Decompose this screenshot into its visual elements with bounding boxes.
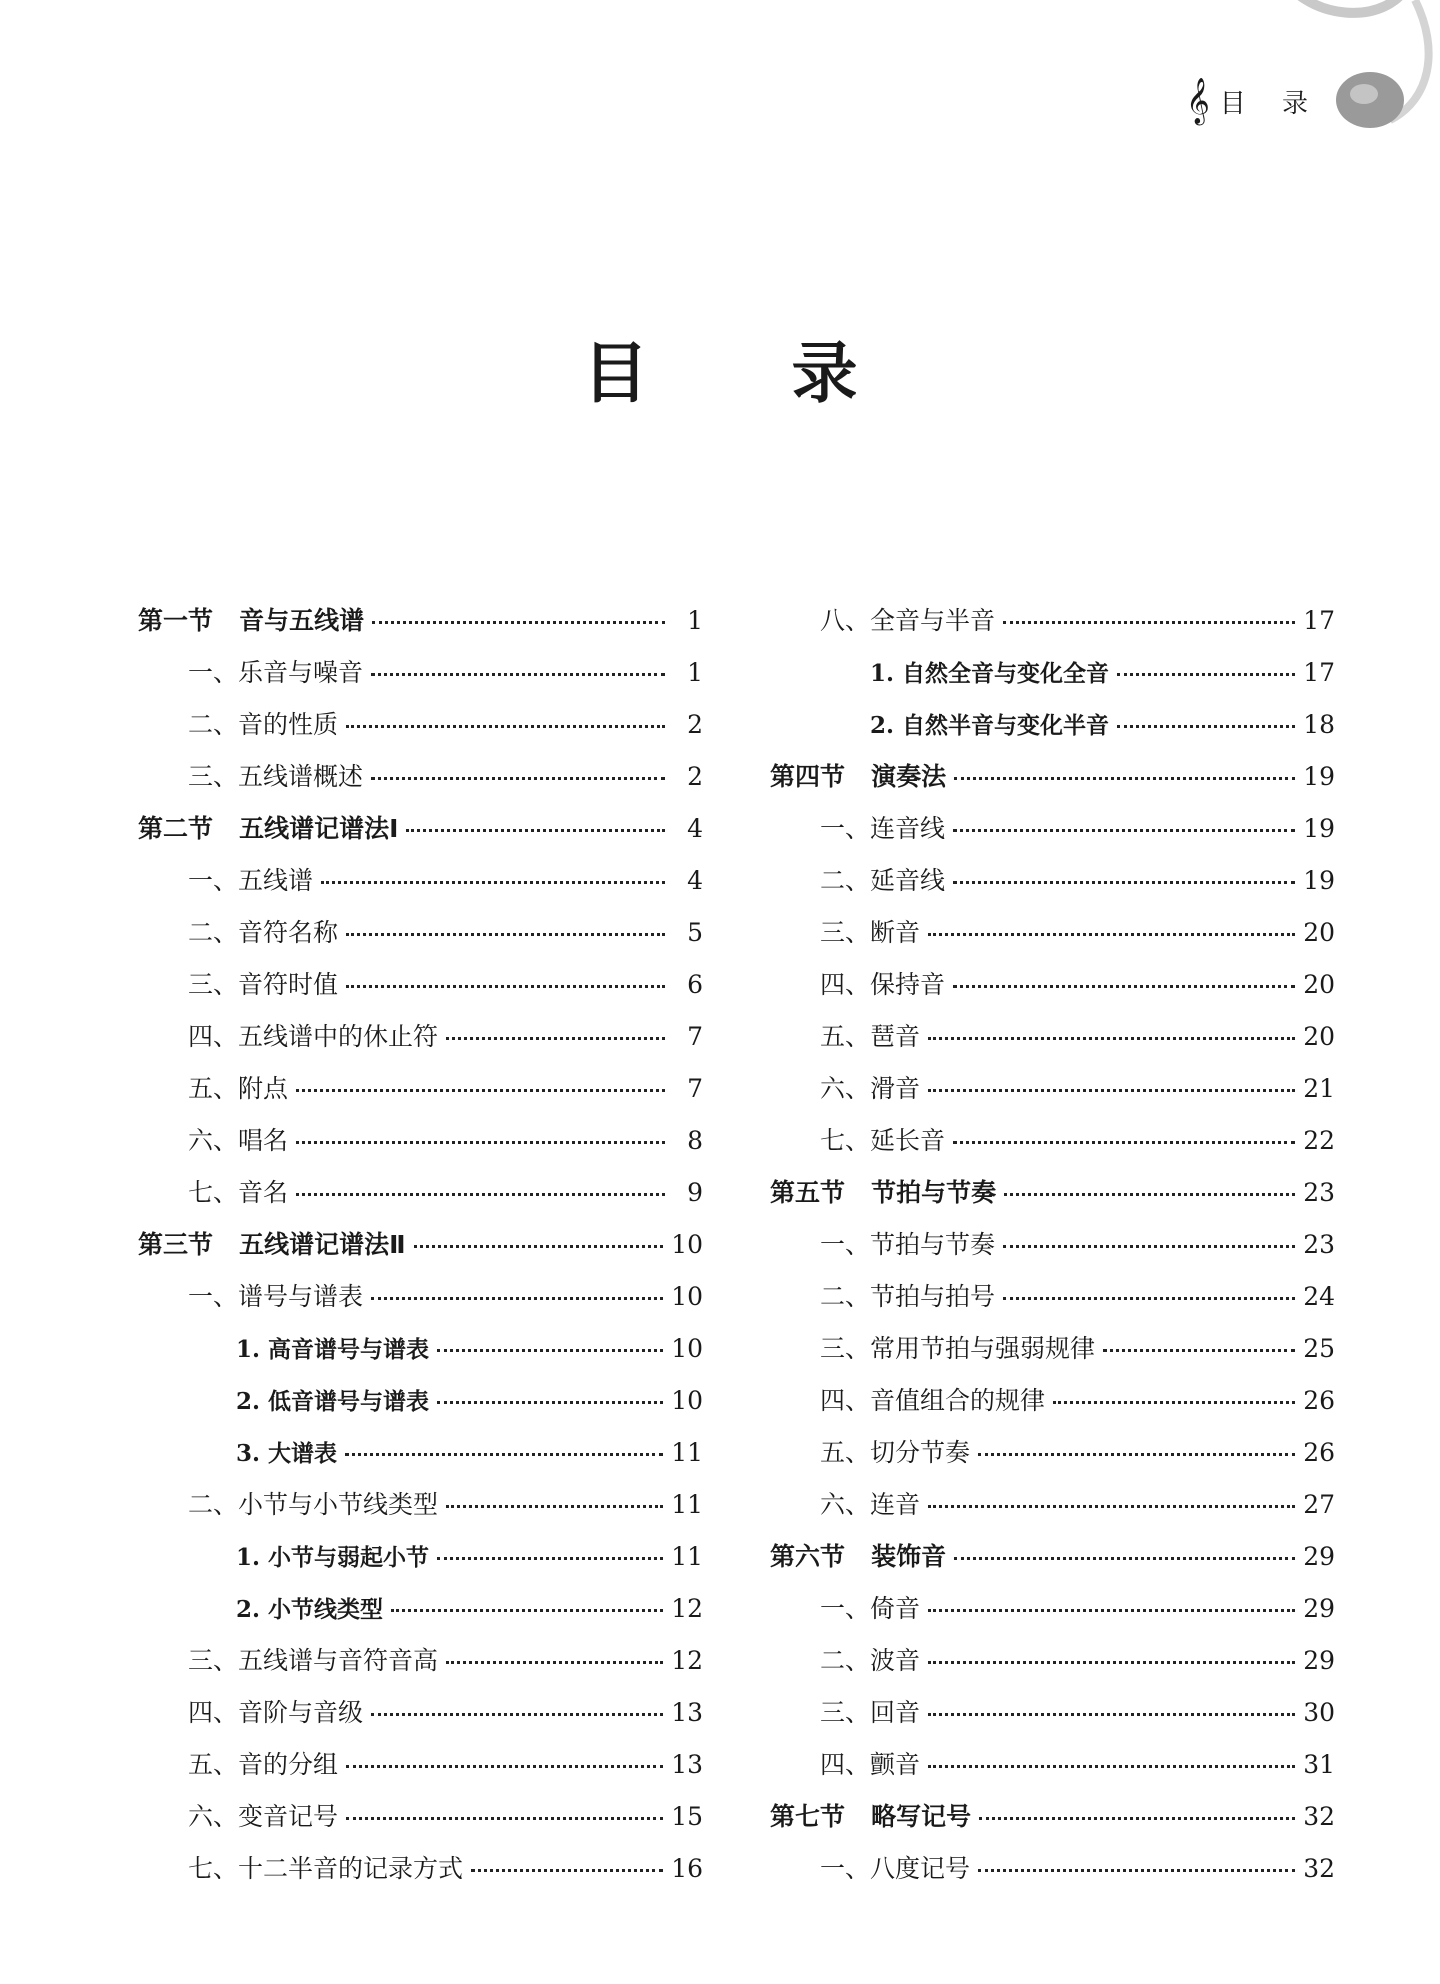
toc-page-number: 8	[687, 1126, 703, 1155]
toc-entry-label: 二、节拍与拍号	[820, 1282, 996, 1311]
dot-leader	[446, 1505, 663, 1508]
dot-leader	[953, 829, 1295, 832]
toc-page-number: 32	[1303, 1854, 1335, 1883]
running-header	[1186, 78, 1322, 124]
toc-entry[interactable]	[138, 660, 703, 712]
toc-right-column	[770, 608, 1335, 1908]
toc-entry[interactable]	[138, 1076, 703, 1128]
toc-page-number: 18	[1303, 710, 1335, 739]
toc-entry[interactable]	[770, 816, 1335, 868]
toc-entry-label: 五、音的分组	[188, 1750, 339, 1779]
toc-page-number: 10	[671, 1386, 703, 1415]
toc-entry[interactable]	[770, 712, 1335, 764]
toc-page-number: 30	[1303, 1698, 1335, 1727]
toc-entry[interactable]	[770, 1700, 1335, 1752]
toc-entry[interactable]	[770, 1648, 1335, 1700]
toc-entry[interactable]	[770, 1492, 1335, 1544]
dot-leader	[928, 1661, 1295, 1664]
toc-entry-label: 二、延音线	[820, 866, 946, 895]
toc-entry[interactable]	[138, 1492, 703, 1544]
dot-leader	[437, 1401, 663, 1404]
toc-entry[interactable]	[138, 1024, 703, 1076]
toc-entry-label: 第六节 装饰音	[770, 1542, 947, 1571]
dot-leader	[928, 1609, 1295, 1612]
dot-leader	[928, 933, 1295, 936]
toc-entry[interactable]	[138, 1128, 703, 1180]
dot-leader	[391, 1609, 663, 1612]
toc-page-number: 11	[671, 1490, 703, 1519]
toc-entry[interactable]	[138, 1544, 703, 1596]
toc-entry-label: 第二节 五线谱记谱法Ⅰ	[138, 814, 399, 843]
toc-page-number: 29	[1303, 1646, 1335, 1675]
toc-entry[interactable]	[138, 1596, 703, 1648]
toc-entry[interactable]	[138, 1856, 703, 1908]
dot-leader	[978, 1869, 1295, 1872]
toc-entry[interactable]	[770, 608, 1335, 660]
toc-page-number: 7	[687, 1022, 703, 1051]
toc-entry-label: 第五节 节拍与节奏	[770, 1178, 997, 1207]
dot-leader	[446, 1661, 663, 1664]
dot-leader	[437, 1557, 663, 1560]
toc-page-number: 17	[1303, 658, 1335, 687]
toc-entry[interactable]	[770, 868, 1335, 920]
toc-entry-label: 2. 小节线类型	[236, 1596, 384, 1623]
toc-page-number: 29	[1303, 1594, 1335, 1623]
toc-entry[interactable]	[770, 1752, 1335, 1804]
toc-entry-label: 一、乐音与噪音	[188, 658, 364, 687]
toc-entry-label: 三、五线谱与音符音高	[188, 1646, 439, 1675]
dot-leader	[953, 985, 1295, 988]
toc-page-number: 20	[1303, 970, 1335, 999]
dot-leader	[371, 777, 665, 780]
toc-page-number: 23	[1303, 1230, 1335, 1259]
toc-entry-label: 三、回音	[820, 1698, 921, 1727]
dot-leader	[953, 1141, 1295, 1144]
toc-entry-label: 1. 小节与弱起小节	[236, 1544, 430, 1571]
dot-leader	[953, 881, 1295, 884]
toc-entry[interactable]	[770, 972, 1335, 1024]
toc-page-number: 10	[671, 1282, 703, 1311]
toc-entry[interactable]	[138, 972, 703, 1024]
toc-entry[interactable]	[770, 1596, 1335, 1648]
toc-entry[interactable]	[138, 764, 703, 816]
toc-entry-label: 一、五线谱	[188, 866, 314, 895]
dot-leader	[1053, 1401, 1295, 1404]
toc-entry[interactable]	[138, 1180, 703, 1232]
toc-page-number: 10	[671, 1334, 703, 1363]
dot-leader	[1003, 1245, 1295, 1248]
toc-entry-label: 一、节拍与节奏	[820, 1230, 996, 1259]
toc-entry[interactable]	[138, 868, 703, 920]
toc-page-number: 7	[687, 1074, 703, 1103]
toc-page-number: 12	[671, 1646, 703, 1675]
toc-entry-label: 五、切分节奏	[820, 1438, 971, 1467]
toc-entry-label: 3. 大谱表	[236, 1440, 338, 1467]
dot-leader	[978, 1453, 1295, 1456]
toc-entry-label: 八、全音与半音	[820, 606, 996, 635]
toc-page-number: 12	[671, 1594, 703, 1623]
toc-entry[interactable]	[770, 1388, 1335, 1440]
toc-page-number: 1	[687, 606, 703, 635]
dot-leader	[928, 1089, 1295, 1092]
dot-leader	[1003, 621, 1295, 624]
toc-entry-label: 四、颤音	[820, 1750, 921, 1779]
dot-leader	[1117, 725, 1295, 728]
dot-leader	[437, 1349, 663, 1352]
toc-entry-label: 四、音阶与音级	[188, 1698, 364, 1727]
toc-entry-label: 二、音的性质	[188, 710, 339, 739]
toc-entry-label: 1. 自然全音与变化全音	[870, 660, 1110, 687]
toc-entry[interactable]	[770, 1284, 1335, 1336]
toc-page-number: 32	[1303, 1802, 1335, 1831]
toc-entry[interactable]	[138, 1440, 703, 1492]
dot-leader	[371, 1713, 663, 1716]
toc-left-column	[138, 608, 703, 1908]
dot-leader	[296, 1193, 665, 1196]
toc-entry-label: 四、音值组合的规律	[820, 1386, 1046, 1415]
dot-leader	[296, 1089, 665, 1092]
toc-entry-label: 二、波音	[820, 1646, 921, 1675]
toc-page-number: 17	[1303, 606, 1335, 635]
dot-leader	[1003, 1297, 1295, 1300]
toc-entry-label: 二、小节与小节线类型	[188, 1490, 439, 1519]
dot-leader	[296, 1141, 665, 1144]
dot-leader	[321, 881, 665, 884]
toc-page-number: 29	[1303, 1542, 1335, 1571]
toc-section-entry[interactable]	[770, 764, 1335, 816]
toc-page-number: 20	[1303, 1022, 1335, 1051]
dot-leader	[346, 933, 665, 936]
toc-entry[interactable]	[138, 1804, 703, 1856]
dot-leader	[471, 1869, 663, 1872]
toc-page-number: 24	[1303, 1282, 1335, 1311]
dot-leader	[446, 1037, 665, 1040]
toc-entry[interactable]	[138, 712, 703, 764]
toc-page-number: 23	[1303, 1178, 1335, 1207]
toc-page-number: 25	[1303, 1334, 1335, 1363]
toc-entry[interactable]	[138, 1388, 703, 1440]
toc-entry-label: 五、附点	[188, 1074, 289, 1103]
toc-entry-label: 六、连音	[820, 1490, 921, 1519]
dot-leader	[346, 725, 665, 728]
toc-page-number: 9	[687, 1178, 703, 1207]
toc-page-number: 19	[1303, 866, 1335, 895]
dot-leader	[346, 985, 665, 988]
toc-page-number: 19	[1303, 814, 1335, 843]
dot-leader	[346, 1817, 663, 1820]
toc-entry-label: 第四节 演奏法	[770, 762, 947, 791]
treble-clef-icon: 𝄞	[1186, 78, 1210, 124]
toc-page-number: 4	[687, 866, 703, 895]
toc-entry-label: 六、滑音	[820, 1074, 921, 1103]
running-header-label: 目 录	[1219, 88, 1322, 119]
dot-leader	[928, 1713, 1295, 1716]
toc-entry-label: 三、常用节拍与强弱规律	[820, 1334, 1096, 1363]
dot-leader	[928, 1505, 1295, 1508]
dot-leader	[954, 1557, 1295, 1560]
toc-entry[interactable]	[770, 1856, 1335, 1908]
toc-entry-label: 三、五线谱概述	[188, 762, 364, 791]
toc-page-number: 10	[671, 1230, 703, 1259]
toc-section-entry[interactable]	[138, 816, 703, 868]
toc-page-number: 16	[671, 1854, 703, 1883]
dot-leader	[346, 1765, 663, 1768]
dot-leader	[371, 673, 665, 676]
toc-section-entry[interactable]	[138, 1232, 703, 1284]
toc-entry-label: 七、十二半音的记录方式	[188, 1854, 464, 1883]
toc-entry-label: 二、音符名称	[188, 918, 339, 947]
toc-entry-label: 七、延长音	[820, 1126, 946, 1155]
dot-leader	[928, 1037, 1295, 1040]
dot-leader	[1103, 1349, 1295, 1352]
toc-page-number: 4	[687, 814, 703, 843]
dot-leader	[371, 1297, 663, 1300]
dot-leader	[954, 777, 1295, 780]
toc-page-number: 26	[1303, 1438, 1335, 1467]
toc-page-number: 20	[1303, 918, 1335, 947]
toc-entry-label: 一、八度记号	[820, 1854, 971, 1883]
toc-page-number: 31	[1303, 1750, 1335, 1779]
toc-entry-label: 第七节 略写记号	[770, 1802, 972, 1831]
toc-page-number: 5	[687, 918, 703, 947]
toc-entry[interactable]	[138, 1752, 703, 1804]
toc-entry[interactable]	[770, 1024, 1335, 1076]
toc-entry-label: 第三节 五线谱记谱法Ⅱ	[138, 1230, 406, 1259]
toc-entry-label: 四、保持音	[820, 970, 946, 999]
toc-section-entry[interactable]	[770, 1180, 1335, 1232]
toc-entry[interactable]	[138, 1336, 703, 1388]
toc-entry-label: 2. 自然半音与变化半音	[870, 712, 1110, 739]
toc-page-number: 2	[687, 762, 703, 791]
toc-page-number: 1	[687, 658, 703, 687]
toc-section-entry[interactable]	[138, 608, 703, 660]
toc-entry-label: 1. 高音谱号与谱表	[236, 1336, 430, 1363]
toc-entry[interactable]	[138, 1700, 703, 1752]
toc-page-number: 13	[671, 1750, 703, 1779]
toc-page-number: 27	[1303, 1490, 1335, 1519]
toc-entry-label: 一、连音线	[820, 814, 946, 843]
toc-entry-label: 一、倚音	[820, 1594, 921, 1623]
dot-leader	[1004, 1193, 1295, 1196]
toc-entry-label: 三、音符时值	[188, 970, 339, 999]
toc-page-number: 22	[1303, 1126, 1335, 1155]
toc-page-number: 13	[671, 1698, 703, 1727]
toc-page-number: 11	[671, 1438, 703, 1467]
dot-leader	[979, 1817, 1295, 1820]
dot-leader	[406, 829, 665, 832]
toc-entry[interactable]	[138, 1284, 703, 1336]
toc-entry[interactable]	[770, 1128, 1335, 1180]
toc-entry-label: 三、断音	[820, 918, 921, 947]
toc-page-number: 2	[687, 710, 703, 739]
page-title: 目 录	[582, 335, 918, 412]
toc-entry[interactable]	[138, 920, 703, 972]
toc-entry-label: 一、谱号与谱表	[188, 1282, 364, 1311]
toc-entry-label: 2. 低音谱号与谱表	[236, 1388, 430, 1415]
toc-entry[interactable]	[138, 1648, 703, 1700]
toc-section-entry[interactable]	[770, 1544, 1335, 1596]
dot-leader	[345, 1453, 663, 1456]
dot-leader	[928, 1765, 1295, 1768]
dot-leader	[1117, 673, 1295, 676]
toc-entry-label: 六、唱名	[188, 1126, 289, 1155]
toc-entry-label: 四、五线谱中的休止符	[188, 1022, 439, 1051]
toc-entry-label: 六、变音记号	[188, 1802, 339, 1831]
toc-entry-label: 五、琶音	[820, 1022, 921, 1051]
toc-entry[interactable]	[770, 1232, 1335, 1284]
toc-entry[interactable]	[770, 660, 1335, 712]
toc-entry[interactable]	[770, 1336, 1335, 1388]
toc-entry[interactable]	[770, 1440, 1335, 1492]
toc-entry-label: 七、音名	[188, 1178, 289, 1207]
toc-section-entry[interactable]	[770, 1804, 1335, 1856]
dot-leader	[414, 1245, 664, 1248]
toc-page-number: 21	[1303, 1074, 1335, 1103]
dot-leader	[372, 621, 665, 624]
toc-entry[interactable]	[770, 920, 1335, 972]
toc-entry[interactable]	[770, 1076, 1335, 1128]
toc-entry-label: 第一节 音与五线谱	[138, 606, 365, 635]
toc-page-number: 11	[671, 1542, 703, 1571]
toc-page-number: 26	[1303, 1386, 1335, 1415]
toc-page-number: 6	[687, 970, 703, 999]
toc-page-number: 19	[1303, 762, 1335, 791]
toc-page-number: 15	[671, 1802, 703, 1831]
